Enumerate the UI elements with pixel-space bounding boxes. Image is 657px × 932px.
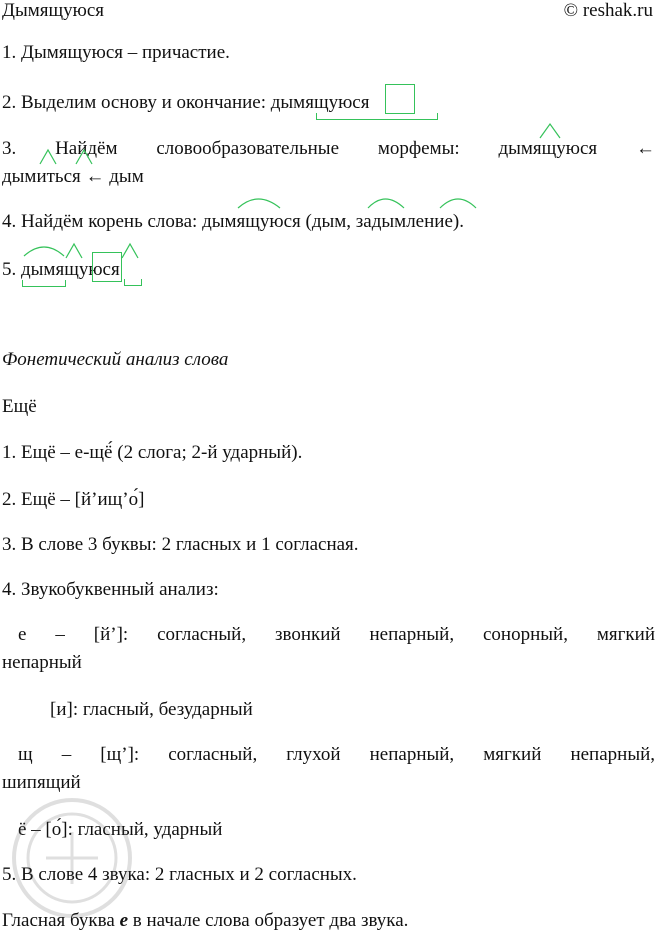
word-full-parse: дымящуюся: [21, 259, 120, 280]
suffix-arc-3: [540, 124, 560, 138]
sound-e: е – [й’]: согласный, звонкий непарный, сонорный, мягкий: [18, 624, 655, 645]
root-arc-4a: [238, 199, 280, 208]
suffix-arc-5a: [66, 244, 82, 258]
phon-item-1: 1. Ещё – е-щё́ (2 слога; 2-й ударный).: [2, 442, 303, 463]
postfix-mark-5: [124, 279, 142, 286]
brand-label: © reshak.ru: [563, 0, 653, 21]
item-3: 3. Найдём словообразовательные морфемы: дымящуюся ←: [2, 138, 655, 159]
stem-mark-5: [22, 280, 66, 287]
phonetic-word: Ещё: [2, 396, 37, 417]
watermark-logo: [2, 788, 152, 928]
item-1: 1. Дымящуюся – причастие.: [2, 42, 230, 63]
word-stem-ending: дымящуюся: [270, 92, 370, 113]
root-arc-4c: [440, 199, 476, 208]
sound-yo: ё – [о́]: гласный, ударный: [18, 819, 223, 840]
sound-e-cont: непарный: [2, 652, 82, 673]
item-3-cont: дымиться ← дым: [2, 166, 144, 187]
phon-item-2: 2. Ещё – [й’ищ’о́]: [2, 489, 145, 510]
phon-item-3: 3. В слове 3 буквы: 2 гласных и 1 согласная.: [2, 534, 359, 555]
phon-note-start: Гласная буква: [2, 910, 120, 931]
sound-shch: щ – [щ’]: согласный, глухой непарный, мягкий непарный,: [18, 744, 655, 765]
item-2-text: 2. Выделим основу и окончание:: [2, 92, 271, 113]
root-arc-5: [24, 247, 64, 256]
item-2: [2, 92, 369, 114]
sound-i: [и]: гласный, безударный: [50, 699, 253, 720]
item-4: 4. Найдём корень слова: дымящуюся (дым, задымление).: [2, 211, 464, 232]
sound-shch-cont: шипящий: [2, 772, 81, 793]
ending-box: [385, 84, 415, 114]
phon-item-5: 5. В слове 4 звука: 2 гласных и 2 согласных.: [2, 864, 357, 885]
phonetic-heading: Фонетический анализ слова: [2, 349, 229, 370]
suffix-arc-5b: [122, 244, 138, 258]
item-5-number: 5.: [2, 259, 21, 280]
phon-note-end: в начале слова образует два звука.: [128, 910, 409, 931]
page-title: Дымящуюся: [2, 0, 104, 21]
phon-note-letter: е: [119, 910, 129, 931]
stem-mark: [316, 113, 438, 120]
root-arc-4b: [368, 199, 404, 208]
ending-box-5: [92, 252, 122, 282]
phon-item-4: 4. Звукобуквенный анализ:: [2, 579, 219, 600]
